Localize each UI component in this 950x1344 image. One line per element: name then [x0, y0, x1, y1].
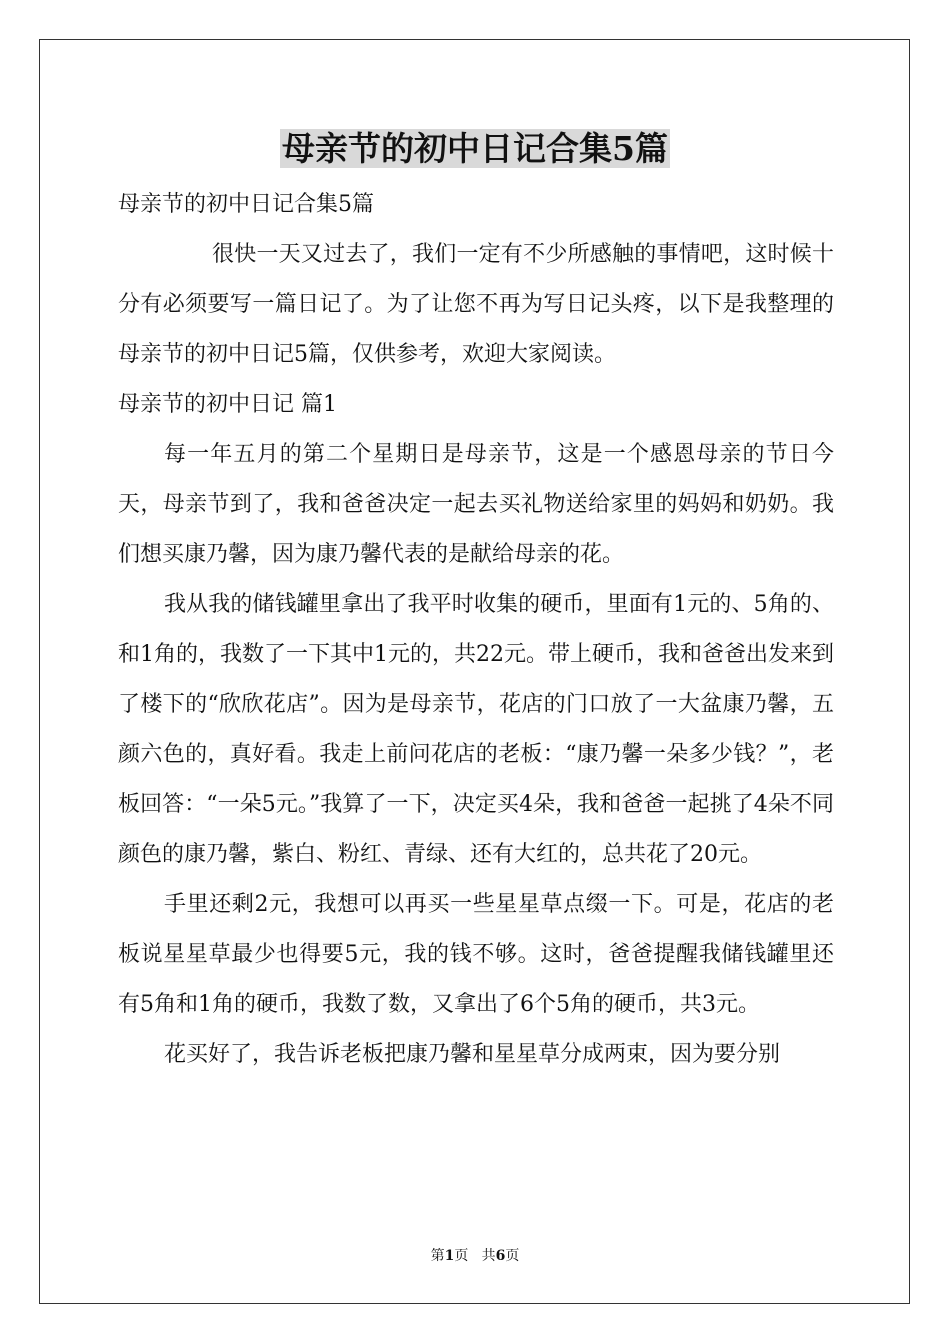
section-heading: 母亲节的初中日记 篇1: [118, 392, 337, 417]
intro-paragraph: 很快一天又过去了，我们一定有不少所感触的事情吧，这时候十分有必须要写一篇日记了。为了让您不再为写日记头疼，以下是我整理的母亲节的初中日记5篇，仅供参考，欢迎大家阅读。: [118, 242, 834, 367]
page-unit: 页: [454, 1248, 469, 1264]
body-paragraph-4: 花买好了，我告诉老板把康乃馨和星星草分成两束，因为要分别: [164, 1042, 781, 1067]
document-title-text: 母亲节的初中日记合集5篇: [282, 129, 668, 168]
page-total: 6: [495, 1248, 506, 1264]
total-prefix: 共: [481, 1248, 496, 1264]
document-title: [0, 124, 950, 174]
page-prefix: 第: [430, 1248, 445, 1264]
body-paragraph-3: 手里还剩2元，我想可以再买一些星星草点缀一下。可是，花店的老板说星星草最少也得要5元，我的钱不够。这时，爸爸提醒我储钱罐里还有5角和1角的硬币，我数了数，又拿出了6个5角的硬币，共3元。: [118, 892, 834, 1017]
total-unit: 页: [505, 1248, 520, 1264]
body-paragraph-1: 每一年五月的第二个星期日是母亲节，这是一个感恩母亲的节日今天，母亲节到了，我和爸爸决定一起去买礼物送给家里的妈妈和奶奶。我们想买康乃馨，因为康乃馨代表的是献给母亲的花。: [118, 442, 834, 567]
page-footer: [0, 1245, 950, 1265]
page-current: 1: [444, 1248, 455, 1264]
body-paragraph-2: 我从我的储钱罐里拿出了我平时收集的硬币，里面有1元的、5角的、和1角的，我数了一下其中1元的，共22元。带上硬币，我和爸爸出发来到了楼下的“欣欣花店”。因为是母亲节，花店的门口放了一大盆康乃馨，五颜六色的，真好看。我走上前问花店的老板：“康乃馨一朵多少钱？”，老板回答：“一朵5元。”我算了一下，决定买4朵，我和爸爸一起挑了4朵不同颜色的康乃馨，紫白、粉红、青绿、还有大红的，总共花了20元。: [118, 592, 834, 867]
document-body: [118, 180, 834, 1080]
document-subtitle: 母亲节的初中日记合集5篇: [118, 192, 374, 217]
